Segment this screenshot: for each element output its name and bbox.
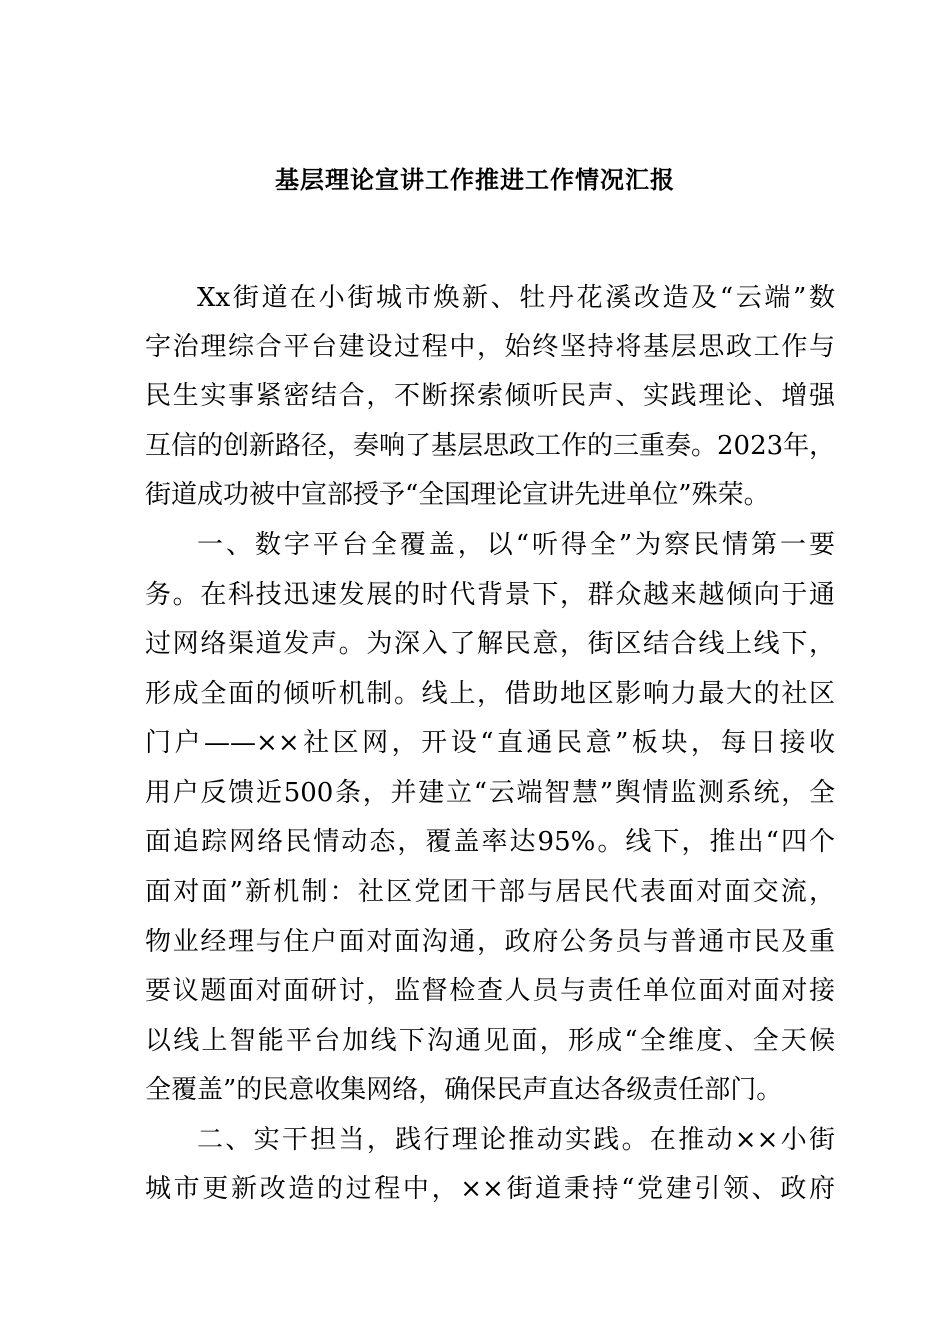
paragraph-line: 字治理综合平台建设过程中，始终坚持将基层思政工作与 [145, 332, 835, 362]
paragraph-line: 门户——××社区网，开设“直通民意”板块，每日接收 [145, 728, 835, 758]
document-title: 基层理论宣讲工作推进工作情况汇报 [275, 166, 675, 194]
paragraph-line: 要议题面对面研讨，监督检查人员与责任单位面对面对接 [145, 976, 835, 1006]
paragraph-line: 街道成功被中宣部授予“全国理论宣讲先进单位”殊荣。 [145, 480, 770, 510]
paragraph-line: 民生实事紧密结合，不断探索倾听民声、实践理论、增强 [145, 381, 835, 411]
paragraph-line: 物业经理与住户面对面沟通，政府公务员与普通市民及重 [145, 927, 835, 957]
paragraph-line: 面追踪网络民情动态，覆盖率达95%。线下，推出“四个 [145, 827, 835, 857]
paragraph-line: 城市更新改造的过程中，××街道秉持“党建引领、政府 [145, 1174, 835, 1204]
paragraph-line: 一、数字平台全覆盖，以“听得全”为察民情第一要 [197, 530, 835, 560]
paragraph-line: 用户反馈近500条，并建立“云端智慧”舆情监测系统，全 [145, 778, 835, 808]
paragraph-line: 二、实干担当，践行理论推动实践。在推动××小街 [197, 1125, 835, 1155]
paragraph-line: 互信的创新路径，奏响了基层思政工作的三重奏。2023年， [145, 431, 836, 461]
paragraph-line: 务。在科技迅速发展的时代背景下，群众越来越倾向于通 [145, 580, 835, 610]
paragraph-line: 过网络渠道发声。为深入了解民意，街区结合线上线下， [145, 629, 835, 659]
paragraph-line: 全覆盖”的民意收集网络，确保民声直达各级责任部门。 [145, 1075, 783, 1105]
paragraph-line: 面对面”新机制：社区党团干部与居民代表面对面交流， [145, 877, 835, 907]
paragraph-line: 以线上智能平台加线下沟通见面，形成“全维度、全天候 [145, 1026, 835, 1056]
paragraph-line: Xx街道在小街城市焕新、牡丹花溪改造及“云端”数 [197, 283, 835, 313]
paragraph-line: 形成全面的倾听机制。线上，借助地区影响力最大的社区 [145, 679, 835, 709]
